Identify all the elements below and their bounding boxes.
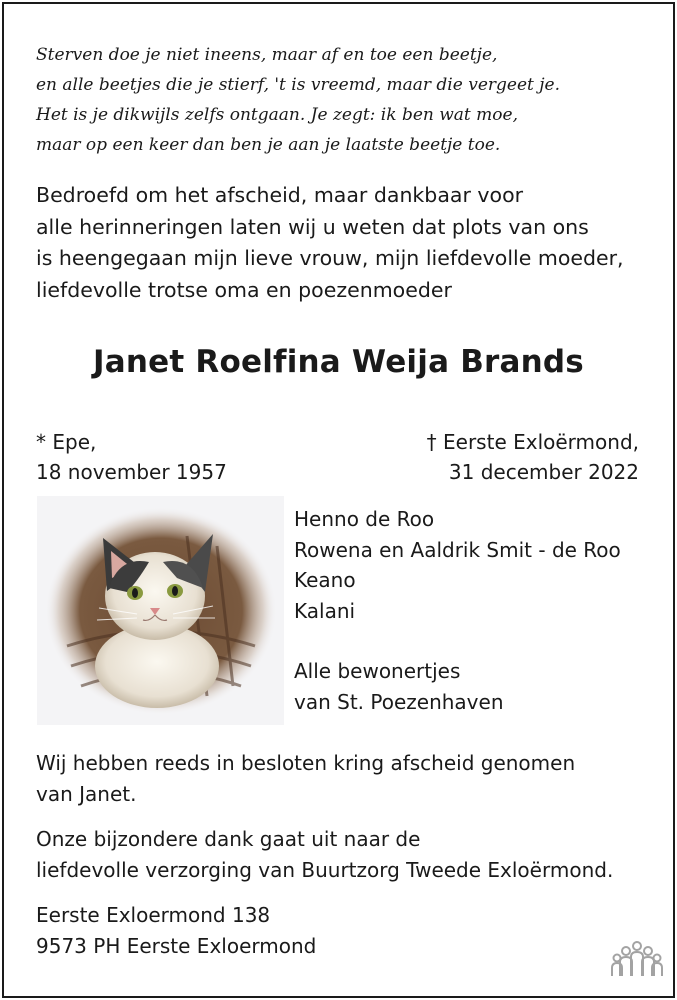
notice-frame bbox=[2, 2, 675, 998]
death-info bbox=[427, 427, 639, 487]
birth-place: * Epe, bbox=[36, 430, 97, 454]
death-date: 31 december 2022 bbox=[448, 460, 639, 484]
announcement-line: alle herinneringen laten wij u weten dat plots van ons bbox=[36, 214, 589, 239]
deceased-name: Janet Roelfina Weija Brands bbox=[93, 344, 584, 380]
address bbox=[36, 900, 613, 962]
cat-photo bbox=[37, 496, 284, 725]
cat-photo-image bbox=[37, 496, 284, 725]
announcement-line: Bedroefd om het afscheid, maar dankbaar voor bbox=[36, 183, 524, 207]
poem-line: en alle beetjes die je stierf, 't is vreemd, maar die vergeet je. bbox=[36, 75, 560, 95]
farewell-line: van Janet. bbox=[36, 782, 137, 806]
thanks-paragraph bbox=[36, 824, 613, 886]
birth-date: 18 november 1957 bbox=[36, 460, 227, 484]
family-member: Keano bbox=[294, 568, 356, 592]
farewell-paragraph bbox=[36, 748, 613, 810]
cats-line: van St. Poezenhaven bbox=[294, 689, 504, 714]
announcement-text bbox=[36, 180, 624, 306]
announcement-line: liefdevolle trotse oma en poezenmoeder bbox=[36, 277, 452, 302]
family-member: Kalani bbox=[294, 598, 356, 623]
announcement-line: is heengegaan mijn lieve vrouw, mijn liefdevolle moeder, bbox=[36, 246, 624, 270]
poem-line: Het is je dikwijls zelfs ontgaan. Je zegt: ik ben wat moe, bbox=[36, 105, 518, 125]
address-line: 9573 PH Eerste Exloermond bbox=[36, 934, 317, 958]
thanks-line: Onze bijzondere dank gaat uit naar de bbox=[36, 827, 421, 851]
poem bbox=[36, 40, 560, 160]
thanks-line: liefdevolle verzorging van Buurtzorg Tweede Exloërmond. bbox=[36, 858, 614, 882]
poem-line: Sterven doe je niet ineens, maar af en toe een beetje, bbox=[36, 45, 498, 65]
cats-line: Alle bewonertjes bbox=[294, 659, 461, 683]
closing-text bbox=[36, 748, 613, 962]
address-line: Eerste Exloermond 138 bbox=[36, 903, 271, 927]
farewell-line: Wij hebben reeds in besloten kring afscheid genomen bbox=[36, 751, 576, 775]
death-place: † Eerste Exloërmond, bbox=[426, 430, 639, 454]
family-list bbox=[294, 504, 621, 717]
family-member: Henno de Roo bbox=[294, 507, 435, 531]
birth-info bbox=[36, 427, 227, 487]
family-member: Rowena en Aaldrik Smit - de Roo bbox=[294, 537, 621, 562]
spacer bbox=[294, 626, 621, 656]
poem-line: maar op een keer dan ben je aan je laatste beetje toe. bbox=[36, 135, 501, 155]
people-group-icon bbox=[611, 940, 663, 982]
